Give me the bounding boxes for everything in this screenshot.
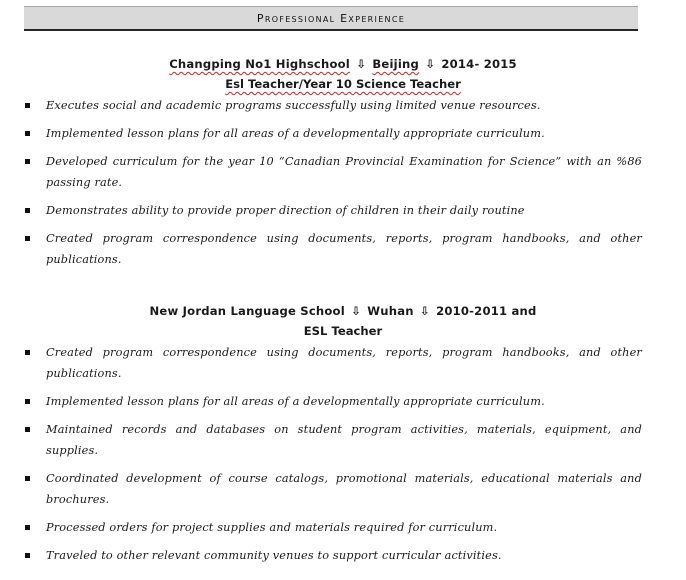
job-role [0, 321, 686, 341]
list-item: Demonstrates ability to provide proper direction of children in their daily routine [0, 200, 686, 221]
job-heading [0, 54, 686, 74]
section-header [24, 6, 638, 31]
section-title: Professional Experience [256, 12, 406, 25]
bullet-list [0, 95, 686, 270]
role-text: Esl Teacher/Year 10 Science Teacher [225, 77, 461, 91]
list-item: Executes social and academic programs successfully using limited venue resources. [0, 95, 686, 116]
school-name: New Jordan Language School [149, 304, 345, 318]
arrow-down-icon: ⇩ [351, 304, 362, 318]
bullet-icon [25, 236, 30, 241]
bullet-icon [25, 350, 30, 355]
city: Wuhan [367, 304, 414, 318]
job-entry-1 [0, 54, 686, 277]
job-role [0, 74, 686, 94]
list-item: Implemented lesson plans for all areas of a developmentally appropriate curriculum. [0, 123, 686, 144]
bullet-icon [25, 525, 30, 530]
bullet-icon [25, 159, 30, 164]
bullet-icon [25, 553, 30, 558]
city: Beijing [372, 57, 419, 71]
list-item: Developed curriculum for the year 10 “Canadian Provincial Examination for Science” with an %86 passing rate. [0, 151, 686, 193]
arrow-down-icon: ⇩ [419, 304, 430, 318]
bullet-icon [25, 399, 30, 404]
school-name: Changping No1 Highschool [169, 57, 350, 71]
list-item: Coordinated development of course catalogs, promotional materials, educational materials and brochures. [0, 468, 686, 510]
bullet-icon [25, 427, 30, 432]
bullet-icon [25, 476, 30, 481]
job-heading [0, 301, 686, 321]
bullet-icon [25, 208, 30, 213]
bullet-icon [25, 103, 30, 108]
list-item: Created program correspondence using documents, reports, program handbooks, and other publications. [0, 228, 686, 270]
list-item: Traveled to other relevant community venues to support curricular activities. [0, 545, 686, 566]
list-item: Created program correspondence using documents, reports, program handbooks, and other publications. [0, 342, 686, 384]
list-item: Implemented lesson plans for all areas of a developmentally appropriate curriculum. [0, 391, 686, 412]
bullet-icon [25, 131, 30, 136]
bullet-list [0, 342, 686, 566]
years: 2010-2011 and [436, 304, 537, 318]
list-item: Maintained records and databases on student program activities, materials, equipment, and supplies. [0, 419, 686, 461]
job-entry-2 [0, 301, 686, 573]
arrow-down-icon: ⇩ [356, 57, 367, 71]
role-text: ESL Teacher [303, 324, 383, 338]
years: 2014- 2015 [441, 57, 517, 71]
arrow-down-icon: ⇩ [425, 57, 436, 71]
list-item: Processed orders for project supplies and materials required for curriculum. [0, 517, 686, 538]
